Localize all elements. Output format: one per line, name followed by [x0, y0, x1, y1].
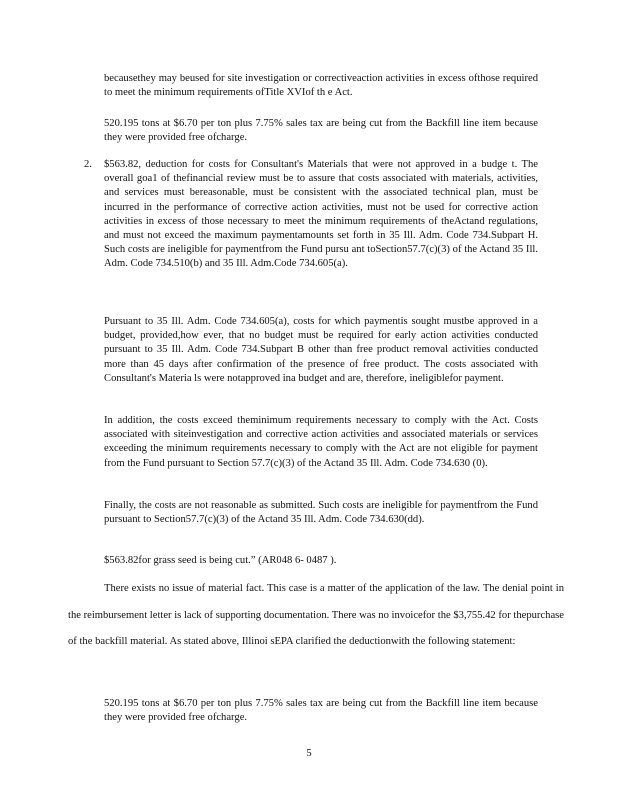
body-paragraph: There exists no issue of material fact. This case is a matter of the application of the law. The denial point in the reimbursement letter is lack of supporting documentation. There was no invoicefor the $3,755.42 for thepurchase of the backfill material. As stated above, Illinoi sEPA clarified the deductionwith the following statement: — [68, 583, 564, 647]
page-number: 5 — [306, 748, 312, 759]
quote-paragraph-1: becausethey may beused for site investigation or correctiveaction activities in excess ofthose required to meet the minimum requirements ofTitle XVIof th e Act. — [104, 73, 538, 99]
quote-paragraph-2: 520.195 tons at $6.70 per ton plus 7.75% sales tax are being cut from the Backfill line item because they were provided free ofcharge. — [104, 118, 538, 144]
quote-paragraph-8: 520.195 tons at $6.70 per ton plus 7.75% sales tax are being cut from the Backfill line item because they were provided free ofcharge. — [104, 698, 538, 724]
quote-paragraph-3: $563.82, deduction for costs for Consultant's Materials that were not approved in a budge t. The overall goa1 of thefinancial review must be to assure that costs associated with materials, activities, and services must bereasonable, must be consistent with the associated technical plan, must be incurred in the performance of corrective action activities, must not be used for corrective action activities in excess of those necessary to meet the minimum requirements of theActand regulations, and must not exceed the maximum paymentamounts set forth in 35 Ill. Adm. Code 734.Subpart H. Such costs are ineligible for paymentfrom the Fund pursu ant toSection57.7(c)(3) of the Actand 35 Ill. Adm. Code 734.510(b) and 35 Ill. Adm.Code 734.605(a). — [104, 159, 538, 270]
quote-paragraph-6: Finally, the costs are not reasonable as submitted. Such costs are ineligible for paymentfrom the Fund pursuant to Section57.7(c)(3) of the Actand 35 Ill. Adm. Code 734.630(dd). — [104, 500, 538, 526]
list-item-number: 2. — [84, 159, 92, 170]
quote-paragraph-4: Pursuant to 35 Ill. Adm. Code 734.605(a), costs for which paymentis sought mustbe approved in a budget, provided,how ever, that no budget must be required for early action activities conducted pursuant to 35 Ill. Adm. Code 734.Subpart B other than free product removal activities conducted more than 45 days after confirmation of the presence of free product. The costs associated with Consultant's Materia ls were notapproved ina budget and are, therefore, ineligiblefor payment. — [104, 316, 538, 384]
quote-paragraph-5: In addition, the costs exceed theminimum requirements necessary to comply with the Act. Costs associated with siteinvestigation and corrective action activities and associated materials or services exceeding the minimum requirements necessary to comply with the Act are not eligible for payment from the Fund pursuant to Section 57.7(c)(3) of the Actand 35 Ill. Adm. Code 734.630 (0). — [104, 415, 538, 469]
quote-paragraph-7: $563.82for grass seed is being cut.” (AR048 6- 0487 ). — [104, 555, 337, 566]
